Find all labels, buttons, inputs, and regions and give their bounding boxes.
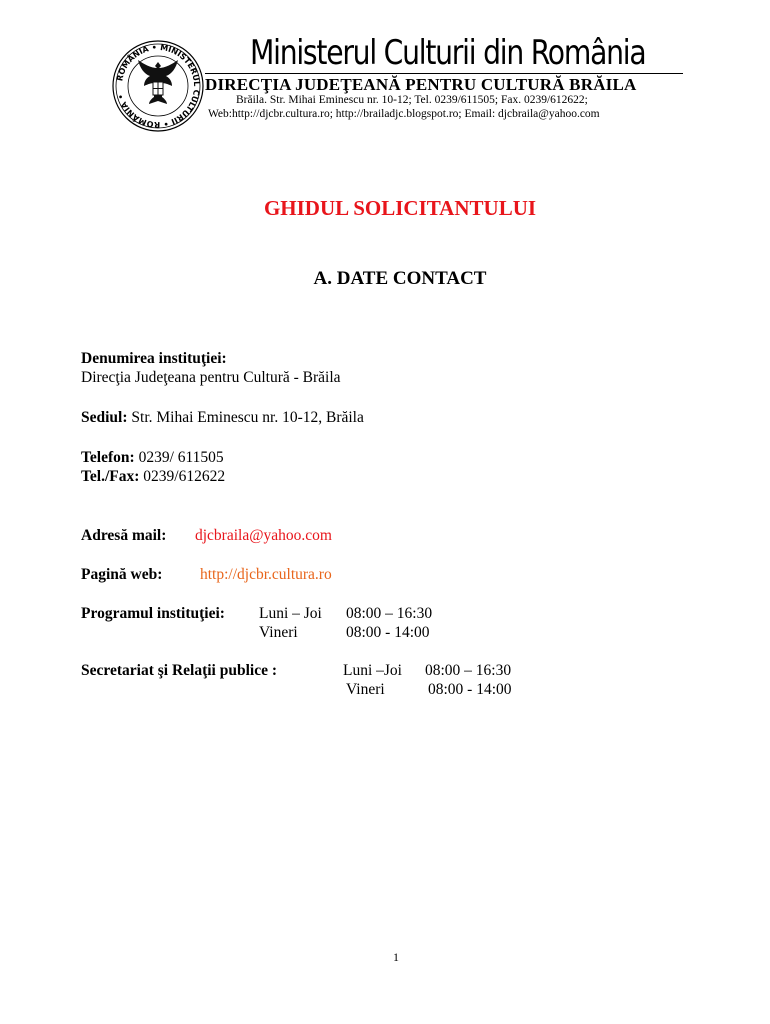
- email-label: Adresă mail:: [81, 527, 167, 544]
- seat-label: Sediul:: [81, 409, 128, 426]
- phone-label: Telefon:: [81, 449, 135, 466]
- seat-value: Str. Mihai Eminescu nr. 10-12, Brăila: [127, 409, 364, 426]
- secretariat-label: Secretariat şi Relaţii publice :: [81, 662, 278, 679]
- program-hours-mon-thu: 08:00 – 16:30: [346, 605, 433, 622]
- svg-text:ROMÂNIA • MINISTERUL CULTURII: ROMÂNIA • MINISTERUL CULTURII • ROMÂNIA •: [115, 42, 202, 130]
- header-web-line: Web:http://djcbr.cultura.ro; http://brailadjc.blogspot.ro; Email: djcbraila@yahoo.com: [208, 108, 600, 120]
- web-link[interactable]: http://djcbr.cultura.ro: [200, 566, 332, 583]
- phone-line: [81, 449, 224, 467]
- secretariat-days-fri: Vineri: [346, 681, 385, 698]
- section-heading: A. DATE CONTACT: [313, 268, 487, 289]
- web-label: Pagină web:: [81, 566, 163, 583]
- secretariat-hours-fri: 08:00 - 14:00: [428, 681, 512, 698]
- fax-line: [81, 468, 225, 486]
- fax-label: Tel./Fax:: [81, 468, 140, 485]
- institution-name-value: Direcţia Judeţeana pentru Cultură - Brăila: [81, 369, 341, 386]
- program-days-mon-thu: Luni – Joi: [259, 605, 322, 622]
- seat-line: [81, 409, 364, 427]
- document-title: GHIDUL SOLICITANTULUI: [263, 196, 537, 220]
- header-rule: [205, 73, 683, 74]
- page-number: 1: [393, 950, 399, 964]
- email-link[interactable]: djcbraila@yahoo.com: [195, 527, 332, 544]
- program-label: Programul instituţiei:: [81, 605, 225, 622]
- secretariat-days-mon-thu: Luni –Joi: [343, 662, 402, 679]
- program-hours-fri: 08:00 - 14:00: [346, 624, 430, 641]
- program-days-fri: Vineri: [259, 624, 298, 641]
- institution-name-label: Denumirea instituţiei:: [81, 350, 227, 367]
- fax-value: 0239/612622: [139, 468, 226, 485]
- ministry-heading: Ministerul Culturii din România: [250, 33, 646, 73]
- coat-of-arms-seal: [112, 40, 204, 132]
- header-address-line: Brăila. Str. Mihai Eminescu nr. 10-12; Tel. 0239/611505; Fax. 0239/612622;: [236, 94, 588, 106]
- secretariat-hours-mon-thu: 08:00 – 16:30: [425, 662, 512, 679]
- directorate-name: DIRECŢIA JUDEŢEANĂ PENTRU CULTURĂ BRĂILA: [205, 75, 637, 94]
- phone-value: 0239/ 611505: [134, 449, 224, 466]
